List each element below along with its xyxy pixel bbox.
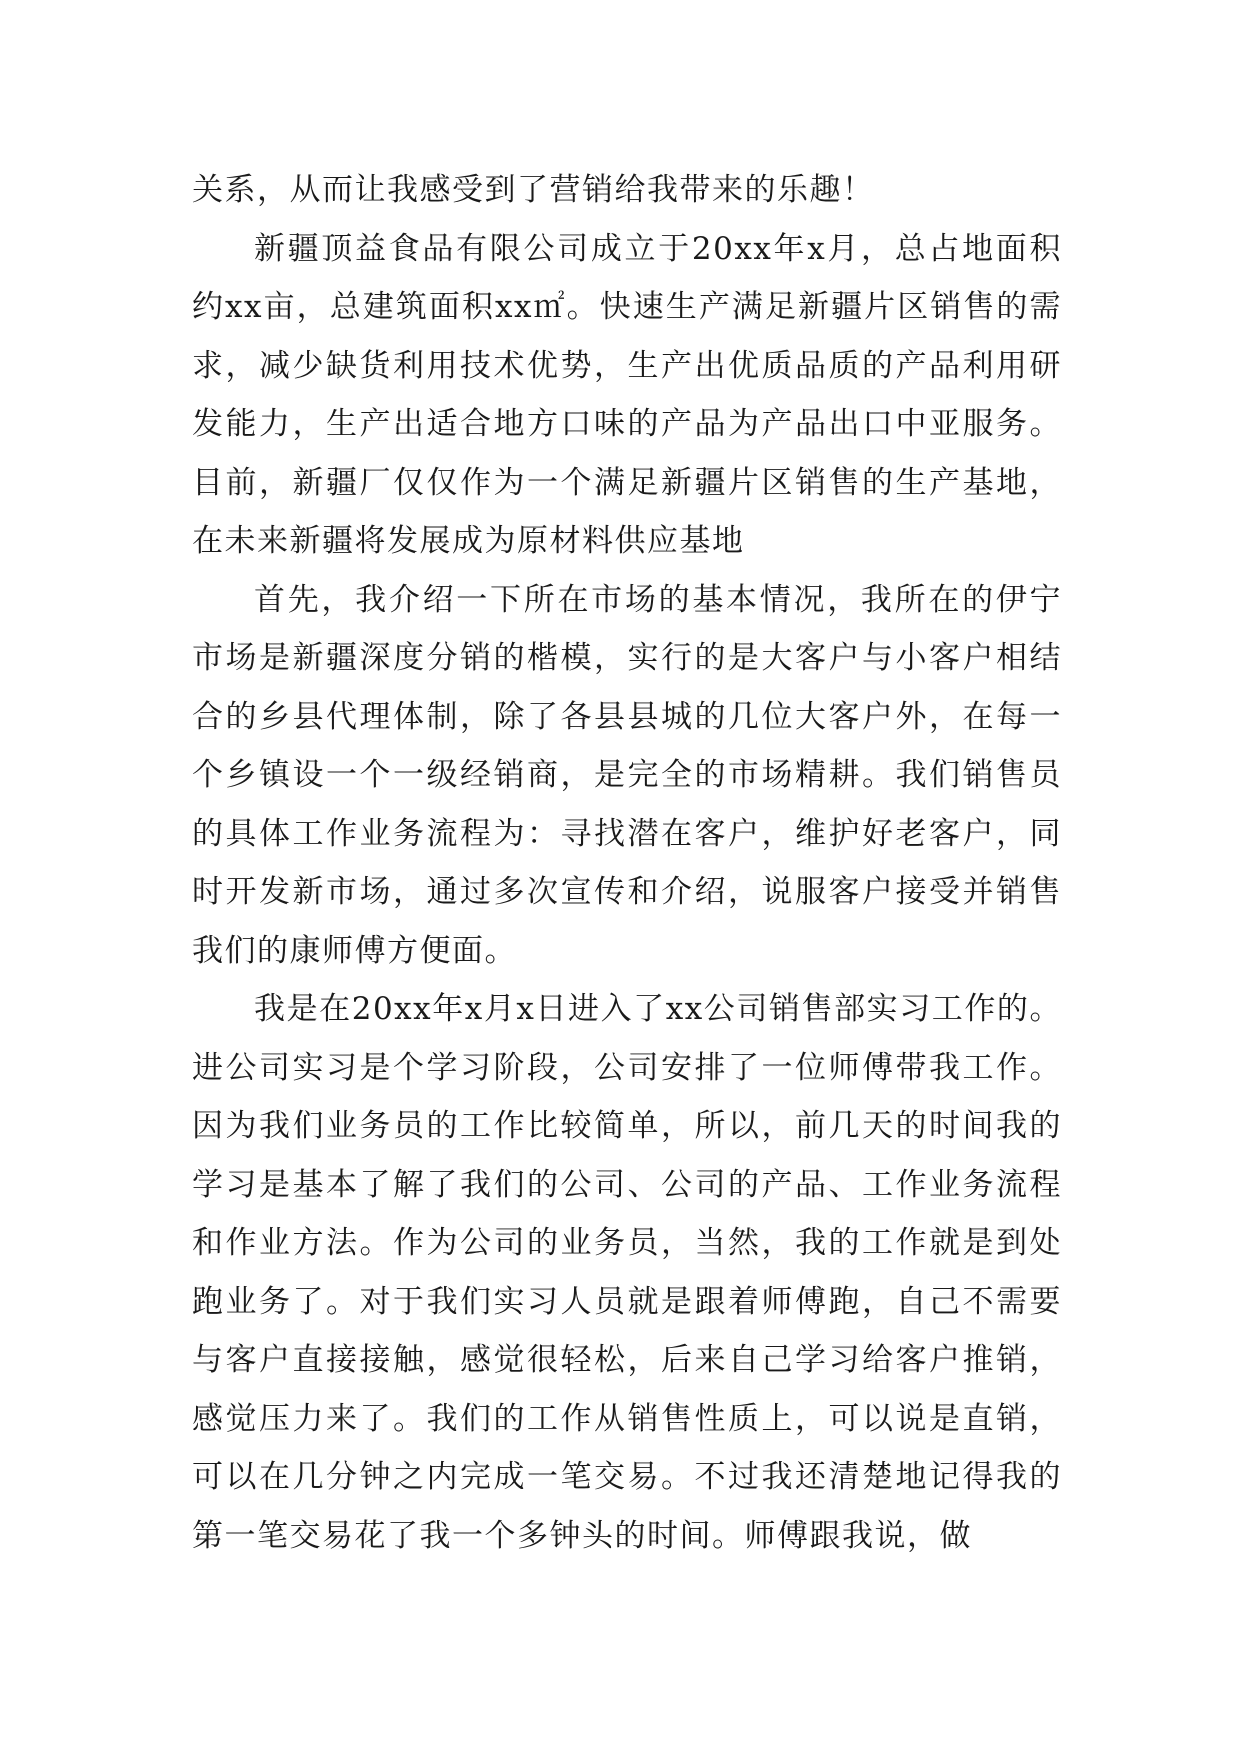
paragraph-4: 我是在20xx年x月x日进入了xx公司销售部实习工作的。进公司实习是个学习阶段，公司安排了一位师傅带我工作。因为我们业务员的工作比较简单，所以，前几天的时间我的学习是基本了解了我们的公司、公司的产品、工作业务流程和作业方法。作为公司的业务员，当然，我的工作就是到处跑业务了。对于我们实习人员就是跟着师傅跑，自己不需要与客户直接接触，感觉很轻松，后来自己学习给客户推销，感觉压力来了。我们的工作从销售性质上，可以说是直销，可以在几分钟之内完成一笔交易。不过我还清楚地记得我的第一笔交易花了我一个多钟头的时间。师傅跟我说，做 xyxy=(192,991,1062,1554)
paragraph-2: 新疆顶益食品有限公司成立于20xx年x月，总占地面积约xx亩，总建筑面积xx㎡。快速生产满足新疆片区销售的需求，减少缺货利用技术优势，生产出优质品质的产品利用研发能力，生产出适合地方口味的产品为产品出口中亚服务。目前，新疆厂仅仅作为一个满足新疆片区销售的生产基地，在未来新疆将发展成为原材料供应基地 xyxy=(192,230,1062,559)
paragraph-3: 首先，我介绍一下所在市场的基本情况，我所在的伊宁市场是新疆深度分销的楷模，实行的是大客户与小客户相结合的乡县代理体制，除了各县县城的几位大客户外，在每一个乡镇设一个一级经销商，是完全的市场精耕。我们销售员的具体工作业务流程为：寻找潜在客户，维护好老客户，同时开发新市场，通过多次宣传和介绍，说服客户接受并销售我们的康师傅方便面。 xyxy=(192,581,1062,969)
document-body xyxy=(192,161,1062,1565)
paragraph-1: 关系，从而让我感受到了营销给我带来的乐趣！ xyxy=(192,172,875,208)
